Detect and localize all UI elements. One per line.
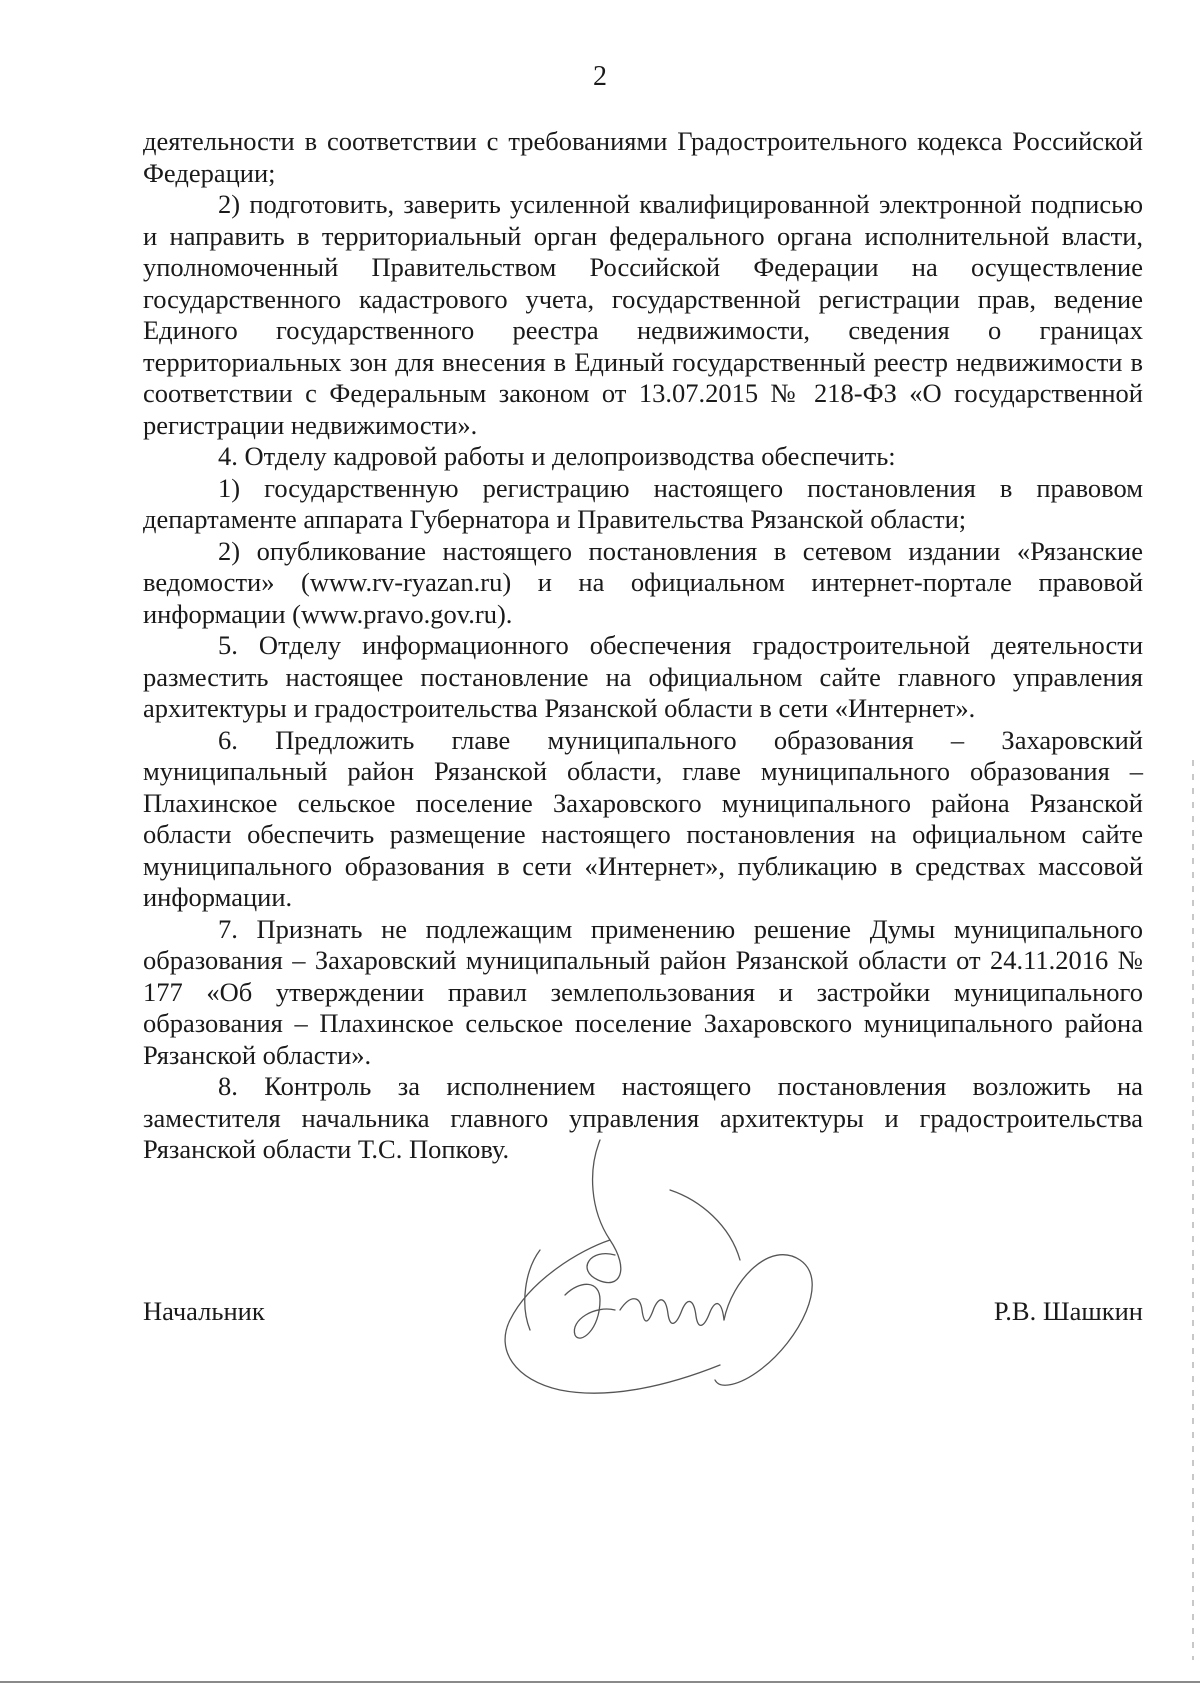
document-body [143,126,1143,1166]
page-number: 2 [593,61,607,92]
signer-title: Начальник [143,1296,265,1326]
signer-name: Р.В. Шашкин [993,1296,1143,1326]
paragraph-section-6: 6. Предложить главе муниципального образования – Захаровский муниципальный район Рязанской области, главе муниципального образования – Плахинское сельское поселение Захаровского муниципального района Рязанской области обеспечить размещение настоящего постановления на официальном сайте муниципального образования в сети «Интернет», публикацию в средствах массовой информации. [143,724,1143,912]
handwritten-signature [470,1130,850,1440]
paragraph-section-5: 5. Отделу информационного обеспечения градостроительной деятельности разместить настоящее постановление на официальном сайте главного управления архитектуры и градостроительства Рязанской области в сети «Интернет». [143,630,1143,723]
paragraph-item-2-cadastre: 2) подготовить, заверить усиленной квалифицированной электронной подписью и направить в территориальный орган федерального органа исполнительной власти, уполномоченный Правительством Российской Федерации на осуществление государственного кадастрового учета, государственной регистрации прав, ведение Единого государственного реестра недвижимости, сведения о границах территориальных зон для внесения в Единый государственный реестр недвижимости в соответствии с Федеральным законом от 13.07.2015 № 218-ФЗ «О государственной регистрации недвижимости». [143,189,1143,440]
scan-bottom-edge [0,1681,1200,1683]
paragraph-item-2-publication: 2) опубликование настоящего постановления в сетевом издании «Рязанские ведомости» (www.rv-ryazan.ru) и на официальном интернет-портале правовой информации (www.pravo.gov.ru). [143,535,1143,629]
paragraph-section-7: 7. Признать не подлежащим применению решение Думы муниципального образования – Захаровский муниципальный район Рязанской области от 24.11.2016 № 177 «Об утверждении правил землепользования и застройки муниципального образования – Плахинское сельское поселение Захаровского муниципального района Рязанской области». [143,913,1143,1070]
scan-edge-marks [1192,760,1194,1660]
signature-block [143,1296,1143,1336]
paragraph-continuation: деятельности в соответствии с требованиями Градостроительного кодекса Российской Федерации; [143,126,1143,188]
paragraph-item-1-registration: 1) государственную регистрацию настоящего постановления в правовом департаменте аппарата Губернатора и Правительства Рязанской области; [143,472,1143,534]
paragraph-section-8: 8. Контроль за исполнением настоящего постановления возложить на заместителя начальника главного управления архитектуры и градостроительства Рязанской области Т.С. Попкову. [143,1071,1143,1164]
paragraph-section-4: 4. Отделу кадровой работы и делопроизводства обеспечить: [218,441,896,471]
